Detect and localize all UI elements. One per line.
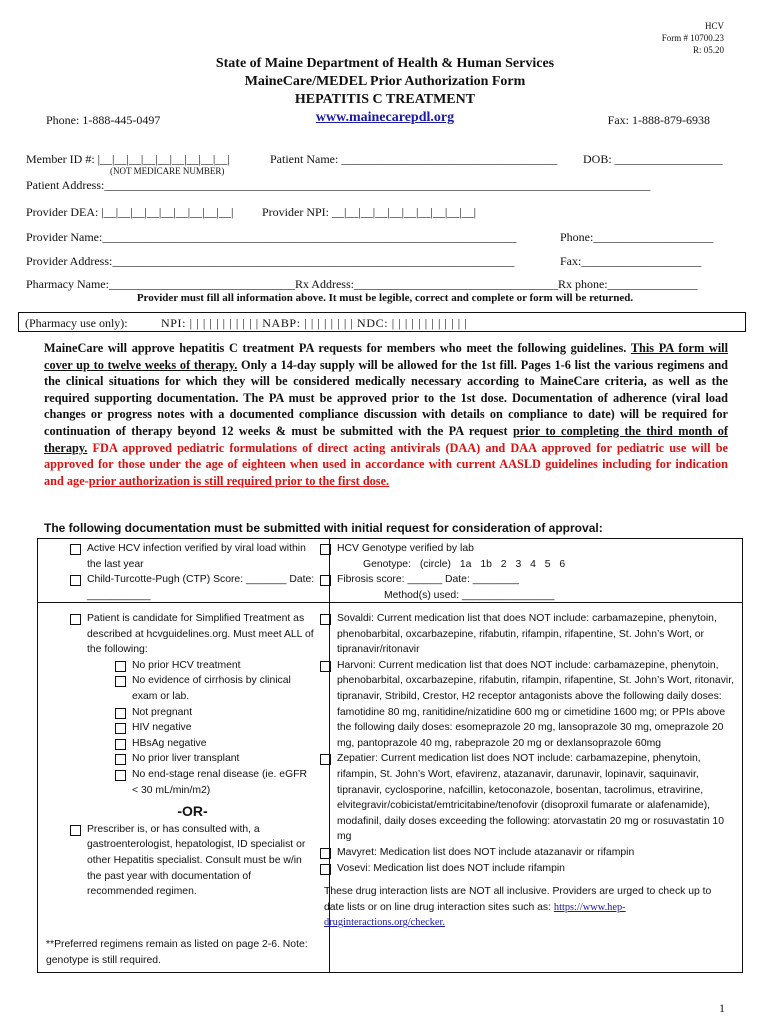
checkbox[interactable]	[70, 825, 81, 836]
checklist-label: Fibrosis score: ______ Date: ________	[337, 574, 519, 586]
checklist-item	[320, 845, 734, 861]
checkbox[interactable]	[320, 661, 331, 672]
intro-text-1: MaineCare will approve hepatitis C treatment PA requests for members who meet the following guidelines.	[44, 341, 627, 355]
criteria-item: HBsAg negative	[115, 736, 315, 752]
criteria-item: No prior liver transplant	[115, 751, 315, 767]
checkbox[interactable]	[320, 864, 331, 875]
checklist-item	[320, 861, 734, 877]
provider-name-field[interactable]: Provider Name:_____________________________________________________________________	[26, 230, 517, 244]
dob-field[interactable]: DOB: __________________	[583, 152, 723, 166]
checkbox[interactable]	[320, 575, 331, 586]
bottom-left-cell	[70, 611, 315, 900]
not-medicare-note: (NOT MEDICARE NUMBER)	[110, 166, 225, 176]
checklist-item	[70, 541, 320, 572]
checklist-item	[320, 541, 730, 557]
intro-paragraph	[44, 340, 728, 489]
criteria-item: No end-stage renal disease (ie. eGFR < 30 mL/min/m2)	[115, 767, 315, 798]
fax: Fax: 1-888-879-6938	[607, 113, 710, 127]
checkbox[interactable]	[115, 676, 126, 687]
phone: Phone: 1-888-445-0497	[46, 113, 161, 127]
checkbox[interactable]	[115, 739, 126, 750]
provider-fax-field[interactable]: Fax:____________________	[560, 254, 702, 268]
title-line-3: HEPATITIS C TREATMENT	[294, 92, 476, 107]
pharmacy-use-box	[18, 312, 746, 332]
checklist-item	[320, 611, 734, 658]
checkbox[interactable]	[115, 708, 126, 719]
title-line-2: MaineCare/MEDEL Prior Authorization Form	[244, 74, 526, 89]
checklist-label: Mavyret: Medication list does NOT include atazanavir or rifampin	[337, 846, 635, 858]
checklist-label: HCV Genotype verified by lab	[337, 543, 474, 554]
provider-dea-field[interactable]: Provider DEA: |__|__|__|__|__|__|__|__|__|	[26, 205, 234, 219]
checkbox[interactable]	[320, 754, 331, 765]
preferred-regimens-note: **Preferred regimens remain as listed on page 2-6. Note: genotype is still required.	[46, 939, 308, 966]
checklist-item	[320, 572, 730, 588]
intro-text-2: Only a 14-day supply will be allowed for the 1st fill. Pages 1-6 list the various regimens and the clinical situations for which they will be considered medically necessary according to MaineCare criteria, as well as the required supporting documentation. The PA must be approved prior to the 1st dose. Documentation of adherence (viral load changes or progress notes with a documented compliance discussion with details on compliance to date) will be required for continuation of therapy beyond 12 weeks & must be submitted with the PA request	[44, 357, 729, 438]
revision: R: 05.20	[692, 45, 724, 55]
genotype-options[interactable]: Genotype: (circle) 1a 1b 2 3 4 5 6	[363, 558, 566, 570]
criteria-item: HIV negative	[115, 720, 315, 736]
checklist-label: Prescriber is, or has consulted with, a gastroenterologist, hepatologist, ID specialist or other Hepatitis specialist. Consult must be w/in the past year with documentation of recommended regimen.	[87, 823, 306, 898]
checkbox[interactable]	[320, 544, 331, 555]
checklist-label: Child-Turcotte-Pugh (CTP) Score: _______ Date: ___________	[87, 574, 315, 601]
provider-address-field[interactable]: Provider Address:___________________________________________________________________	[26, 254, 515, 268]
top-left-cell	[70, 541, 320, 603]
npi-nabp-ndc-fields[interactable]: NPI: | | | | | | | | | | | NABP: | | | | | | | | NDC: | | | | | | | | | | | |	[161, 316, 468, 330]
checkbox[interactable]	[115, 754, 126, 765]
pharmacy-field[interactable]: Pharmacy Name:_______________________________Rx Address:__________________________________Rx phone:_______________	[26, 277, 698, 291]
website-link[interactable]: www.mainecarepdl.org	[315, 110, 455, 125]
checklist-label: Active HCV infection verified by viral load within the last year	[87, 543, 306, 570]
checklist-item	[70, 611, 315, 658]
checkbox[interactable]	[115, 661, 126, 672]
intro-red-underlined: prior authorization is still required prior to the first dose.	[88, 473, 390, 488]
checkbox[interactable]	[70, 575, 81, 586]
documentation-heading: The following documentation must be submitted with initial request for consideration of approval:	[44, 521, 603, 535]
criteria-item: No evidence of cirrhosis by clinical exam or lab.	[115, 673, 315, 704]
intro-red-text: FDA approved pediatric formulations of direct acting antivirals (DAA) and DAA approved for pediatric use will be approved for those under the age of eighteen when used in accordance with current AASLD guidelines including for indication and age-	[44, 440, 728, 488]
checklist-label: Sovaldi: Current medication list that does NOT include: carbamazepine, phenytoin, phenobarbital, oxcarbazepine, rifabutin, rifampin, rifapentine, St. John’s Wort, or tipranavir/ritonavir	[337, 613, 717, 656]
provider-npi-field[interactable]: Provider NPI: __|__|__|__|__|__|__|__|__|__|	[262, 205, 477, 219]
title-line-1: State of Maine Department of Health & Human Services	[215, 56, 555, 71]
interaction-note-text: These drug interaction lists are NOT all inclusive. Providers are urged to check up to date lists or on line drug interaction sites such as:	[324, 886, 712, 913]
patient-address-field[interactable]: Patient Address:___________________________________________________________________________________________	[26, 178, 651, 192]
provider-note: Provider must fill all information above. It must be legible, correct and complete or form will be returned.	[136, 292, 634, 304]
checkbox[interactable]	[70, 544, 81, 555]
form-number: Form # 10700.23	[661, 33, 724, 43]
checklist-item	[70, 822, 315, 900]
checkbox[interactable]	[320, 614, 331, 625]
checklist-label: Zepatier: Current medication list does NOT include: carbamazepine, phenytoin, rifampin, St. John’s Wort, efavirenz, atazanavir, darunavir, lopinavir, saquinavir, tipranavir, cyclosporine, nafcillin, ketoconazole, bosentan, tacrolimus, etravirine, elvitegravir/cobicistat/emtricitabine/tenofovir (disoproxil fumarate or alafenamide), modafinil, daily doses exceeding the following: atorvastatin 20 mg or rosuvastatin 10 mg	[337, 753, 724, 843]
requirements-grid	[37, 538, 743, 973]
checklist-item	[320, 658, 734, 752]
intro-text-1-underlined: This PA form will cover up to twelve weeks of therapy.	[44, 341, 729, 372]
criteria-item: No prior HCV treatment	[115, 658, 315, 674]
checklist-label: Harvoni: Current medication list that does NOT include: carbamazepine, phenytoin, phenobarbital, oxcarbazepine, rifabutin, rifampin, rifapentine, St. John’s Wort, ritonavir, tipranavir, Stribild, Crestor, H2 receptor antagonists above the following daily doses: famotidine 80 mg, ranitidine/nizatidine 600 mg or cimetidine 1600 mg; or PPIs above the following daily doses: esomeprazole 20 mg, lansoprazole 30 mg, omeprazole 20 mg, pantoprazole 40 mg, rabeprazole 20 mg or dexlansoprazole 60mg	[337, 659, 734, 749]
patient-name-field[interactable]: Patient Name: ____________________________________	[270, 152, 558, 166]
checkbox[interactable]	[70, 614, 81, 625]
intro-text-2-underlined: prior to completing the third month of therapy.	[44, 423, 729, 455]
member-id-field[interactable]: Member ID #: |__|__|__|__|__|__|__|__|__|	[26, 152, 230, 166]
checklist-label: Patient is candidate for Simplified Treatment as described at hcvguidelines.org. Must meet ALL of the following:	[87, 613, 314, 656]
checklist-label: Vosevi: Medication list does NOT include rifampin	[337, 862, 565, 874]
hep-druginteractions-link[interactable]: https://www.hep-druginteractions.org/checker.	[324, 901, 626, 929]
criteria-item: Not pregnant	[115, 705, 315, 721]
provider-phone-field[interactable]: Phone:____________________	[560, 230, 714, 244]
simplified-criteria-list	[70, 658, 315, 798]
pharmacy-use-label: (Pharmacy use only):	[25, 316, 128, 330]
hcv-label: HCV	[704, 21, 724, 31]
page-number: 1	[719, 1001, 725, 1015]
interaction-note	[320, 884, 734, 931]
fibrosis-method[interactable]: Method(s) used: ________________	[384, 589, 555, 601]
or-separator: -OR-	[177, 803, 208, 820]
checklist-item	[320, 751, 734, 845]
checkbox[interactable]	[115, 723, 126, 734]
bottom-right-cell	[320, 611, 734, 931]
top-right-cell	[320, 541, 730, 603]
checkbox[interactable]	[320, 848, 331, 859]
form-meta	[662, 20, 724, 56]
checklist-item	[70, 572, 320, 603]
checkbox[interactable]	[115, 770, 126, 781]
